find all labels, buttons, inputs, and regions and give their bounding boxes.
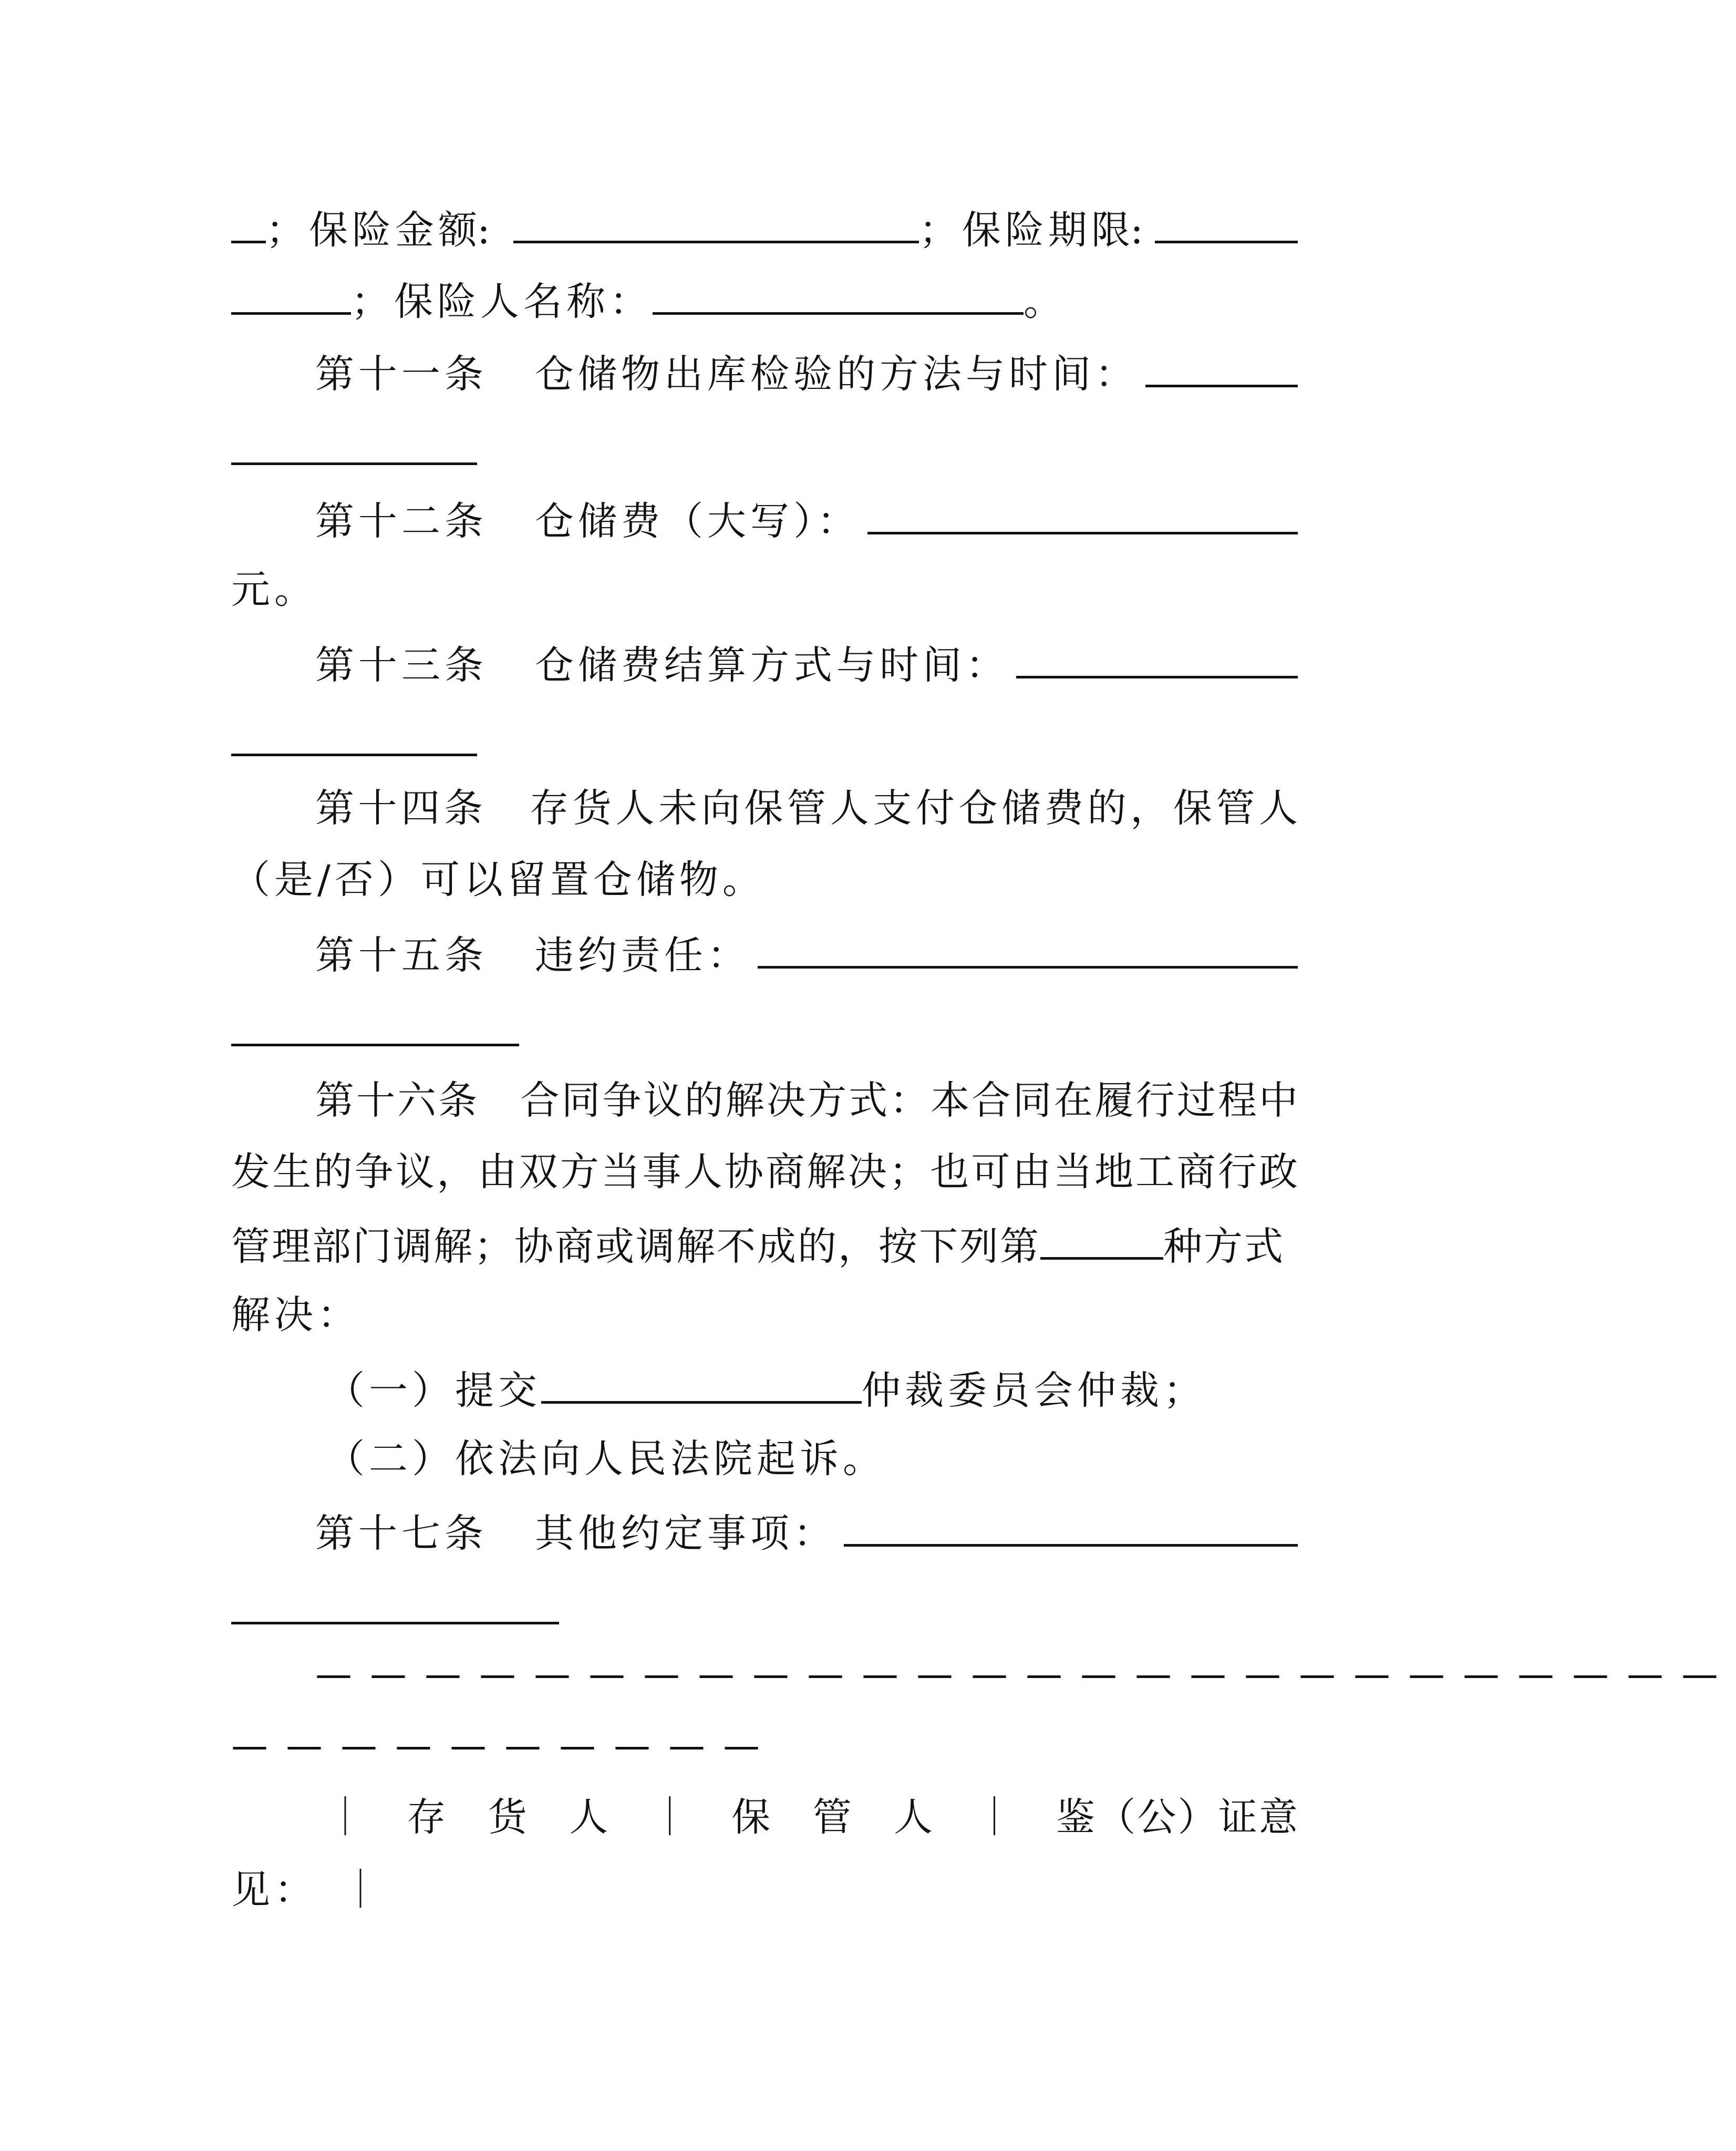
- article-16-line-2: [231, 1140, 1298, 1203]
- article-16-line-1: [315, 1069, 1298, 1132]
- other-matters-field[interactable]: [844, 1499, 1298, 1547]
- article-text: 其他约定事项：: [535, 1511, 836, 1556]
- option-text: （一）提交: [326, 1368, 541, 1413]
- article-text: 管理部门调解；协商或调解不成的，按下列第: [231, 1224, 1040, 1269]
- article-text: 违约责任：: [535, 933, 750, 978]
- article-16-line-3: [231, 1212, 1298, 1275]
- signature-header-text: 见： ｜: [231, 1867, 384, 1912]
- option-text: 仲裁委员会仲裁；: [862, 1368, 1206, 1413]
- inspection-method-field[interactable]: [1145, 339, 1298, 387]
- article-text: 种方式: [1163, 1224, 1285, 1269]
- article-13-line: [315, 631, 1298, 694]
- article-15-line: [315, 921, 1298, 984]
- colon-text: :: [477, 208, 494, 253]
- article-text: 第十四条 存货人未向保管人支付仓储费的，保管人: [315, 786, 1298, 831]
- article-text: 解决：: [231, 1292, 360, 1337]
- period-text: 。: [1024, 279, 1067, 324]
- article-12-line: [315, 487, 1298, 550]
- settlement-method-field[interactable]: [1016, 631, 1298, 678]
- insurance-period-field-continued[interactable]: [231, 267, 351, 315]
- signature-header-text: ｜ 存 货 人 ｜ 保 管 人 ｜ 鉴（公）证意: [326, 1795, 1298, 1840]
- option-text: （二）依法向人民法院起诉。: [326, 1436, 886, 1481]
- article-text: 发生的争议，由双方当事人协商解决；也可由当地工商行政: [231, 1149, 1298, 1195]
- article-number: 第十二条: [315, 499, 488, 544]
- insurance-period-field[interactable]: [1155, 195, 1298, 243]
- currency-line: [231, 558, 1298, 621]
- insurer-name-field[interactable]: [653, 267, 1024, 315]
- article-14-line-1: [315, 777, 1298, 840]
- insurance-amount-line: [231, 195, 1298, 259]
- arbitration-commission-field[interactable]: [541, 1356, 862, 1404]
- article-text: 仓储费（大写）：: [535, 499, 860, 544]
- settlement-method-field-continued[interactable]: [231, 754, 477, 756]
- article-number: 第十五条: [315, 933, 488, 978]
- article-number: 第十七条: [315, 1511, 488, 1556]
- option-2-line: [326, 1427, 1298, 1490]
- article-text: （是/否）可以留置仓储物。: [231, 857, 766, 902]
- breach-liability-field[interactable]: [758, 921, 1298, 969]
- article-14-line-2: [231, 848, 1298, 911]
- colon-text: :: [1130, 208, 1148, 253]
- article-16-line-4: [231, 1283, 1298, 1346]
- option-1-line: [326, 1356, 1298, 1419]
- yuan-text: 元。: [231, 567, 317, 612]
- insurer-name-label: ；保险人名称：: [351, 279, 653, 324]
- inspection-method-field-continued[interactable]: [231, 462, 477, 465]
- insurance-period-label: ；保险期限: [918, 208, 1134, 253]
- article-text: 仓储物出库检验的方法与时间：: [535, 352, 1138, 397]
- signature-header-line-2: [231, 1858, 1298, 1921]
- breach-liability-field-continued[interactable]: [231, 1044, 519, 1046]
- dashed-separator-2: ——————————: [231, 1724, 778, 1767]
- article-17-line: [315, 1499, 1298, 1562]
- resolution-choice-field[interactable]: [1040, 1212, 1163, 1260]
- article-number: 第十一条: [315, 352, 488, 397]
- storage-fee-field[interactable]: [867, 487, 1298, 534]
- other-matters-field-continued[interactable]: [231, 1622, 559, 1624]
- insurance-amount-label: ；保险金额: [266, 208, 481, 253]
- insurance-amount-field[interactable]: [513, 195, 919, 243]
- insurer-name-line: [231, 267, 1298, 330]
- blank-field[interactable]: [231, 195, 266, 243]
- article-text: 第十六条 合同争议的解决方式：本合同在履行过程中: [315, 1078, 1298, 1123]
- article-text: 仓储费结算方式与时间：: [535, 643, 1009, 688]
- dashed-separator-1: ——————————————————————————: [315, 1653, 1736, 1696]
- signature-header-line-1: [326, 1786, 1298, 1849]
- article-number: 第十三条: [315, 643, 488, 688]
- article-11-line: [315, 339, 1298, 403]
